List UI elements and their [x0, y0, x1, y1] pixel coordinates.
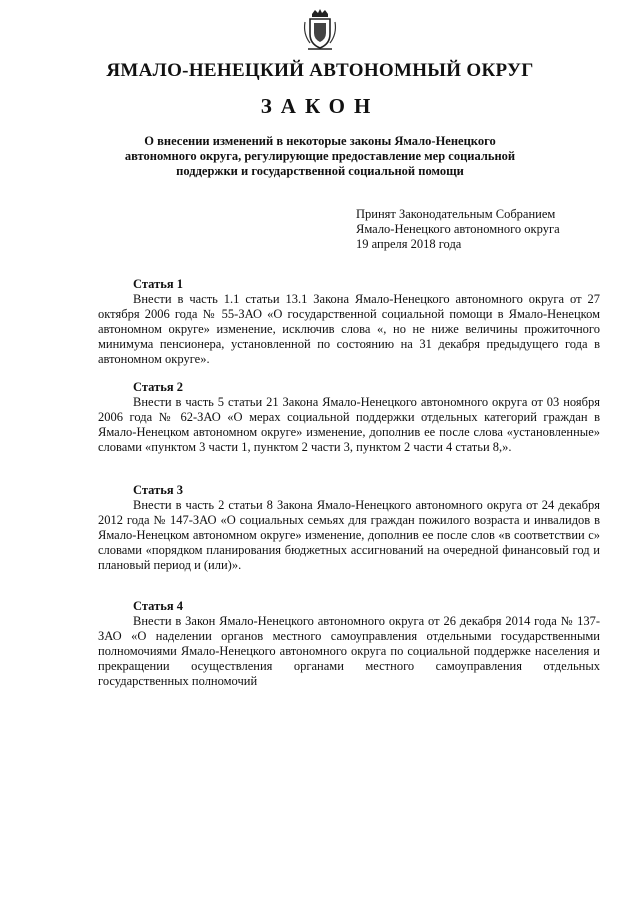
article-text: Внести в Закон Ямало-Ненецкого автономного округа от 26 декабря 2014 года № 137-ЗАО «О наделении органов местного самоуправления отдельными государственными полномочиями Ямало-Ненецкого автономного округа по социальной поддержке населения и прекращении осуществления органами местного самоуправления отдельных государственных полномочий — [98, 614, 600, 688]
article-text: Внести в часть 1.1 статьи 13.1 Закона Ямало-Ненецкого автономного округа от 27 октября 2006 года № 55-ЗАО «О государственной социальной помощи в Ямало-Ненецком автономном округе» изменение, исключив слова «, но не ниже величины прожиточного минимума пенсионера, установленной по состоянию на 31 декабря предыдущего года в автономном округе». — [98, 292, 600, 366]
law-subject: О внесении изменений в некоторые законы Ямало-Ненецкого автономного округа, регулирующие предоставление мер социальной поддержки и государственной социальной помощи — [124, 134, 516, 178]
article-1 — [98, 277, 600, 367]
article-4 — [98, 599, 600, 689]
region-title: ЯМАЛО-НЕНЕЦКИЙ АВТОНОМНЫЙ ОКРУГ — [106, 60, 534, 81]
document-type: ЗАКОН — [260, 94, 380, 118]
adoption-line: Принят Законодательным Собранием — [356, 207, 556, 221]
article-text: Внести в часть 5 статьи 21 Закона Ямало-Ненецкого автономного округа от 03 ноября 2006 года № 62-ЗАО «О мерах социальной поддержки отдельных категорий граждан в Ямало-Ненецком автономном округе» изменение, дополнив ее после слова «установленные» словами «пунктом 3 части 1, пунктом 2 части 3, пунктом 2 части 4 статьи 8,». — [98, 395, 600, 454]
article-2 — [98, 380, 600, 455]
article-title: Статья 1 — [133, 277, 183, 291]
article-text: Внести в часть 2 статьи 8 Закона Ямало-Ненецкого автономного округа от 24 декабря 2012 года № 147-ЗАО «О социальных семьях для граждан пожилого возраста и инвалидов в Ямало-Ненецком автономном округе» изменение, дополнив ее после слов «в соответствии с» словами «порядком планирования бюджетных ассигнований на очередной финансовый год и плановый период и (или)». — [98, 498, 600, 572]
adoption-note — [356, 207, 616, 252]
article-3 — [98, 483, 600, 573]
article-title: Статья 4 — [133, 599, 183, 613]
article-title: Статья 2 — [133, 380, 183, 394]
adoption-date: 19 апреля 2018 года — [356, 237, 462, 251]
article-title: Статья 3 — [133, 483, 183, 497]
coat-of-arms-emblem-icon — [302, 8, 338, 52]
adoption-line: Ямало-Ненецкого автономного округа — [356, 222, 560, 236]
